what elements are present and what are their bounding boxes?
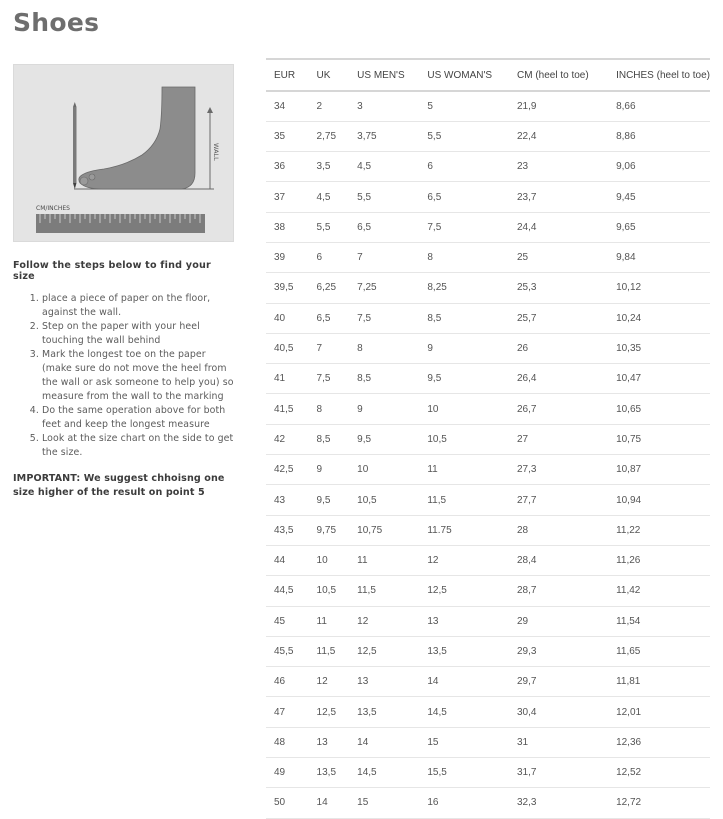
cell-inches: 10,35: [608, 333, 710, 363]
table-row: [266, 212, 710, 242]
table-row: [266, 606, 710, 636]
cell-uk: 10,5: [309, 576, 350, 606]
cell-cm: 28: [509, 515, 608, 545]
table-row: [266, 242, 710, 272]
cell-us-mens: 10: [349, 455, 419, 485]
cell-us-womans: 5,5: [419, 121, 509, 151]
table-row: [266, 667, 710, 697]
size-chart-body: [266, 91, 710, 818]
foot-measure-illustration: [13, 64, 234, 242]
size-chart-header: [266, 59, 710, 91]
cell-inches: 10,94: [608, 485, 710, 515]
cell-us-womans: 6: [419, 152, 509, 182]
cell-cm: 29,3: [509, 636, 608, 666]
table-row: [266, 303, 710, 333]
cell-inches: 11,81: [608, 667, 710, 697]
cell-uk: 2: [309, 91, 350, 121]
cell-cm: 29: [509, 606, 608, 636]
cell-eur: 48: [266, 727, 309, 757]
cell-cm: 31: [509, 727, 608, 757]
cell-eur: 38: [266, 212, 309, 242]
cell-us-womans: 16: [419, 788, 509, 818]
step-item: 2. Step on the paper with your heel touching the wall behind: [42, 320, 235, 348]
cell-inches: 9,65: [608, 212, 710, 242]
cell-inches: 11,42: [608, 576, 710, 606]
cell-eur: 37: [266, 182, 309, 212]
cell-uk: 9: [309, 455, 350, 485]
cell-inches: 10,87: [608, 455, 710, 485]
cell-eur: 43,5: [266, 515, 309, 545]
cell-eur: 34: [266, 91, 309, 121]
cell-uk: 4,5: [309, 182, 350, 212]
cell-inches: 12,52: [608, 758, 710, 788]
cell-eur: 49: [266, 758, 309, 788]
cell-cm: 25,3: [509, 273, 608, 303]
cell-uk: 8,5: [309, 424, 350, 454]
cell-eur: 47: [266, 697, 309, 727]
cell-eur: 41: [266, 364, 309, 394]
cell-cm: 27,7: [509, 485, 608, 515]
cell-cm: 31,7: [509, 758, 608, 788]
cell-uk: 9,75: [309, 515, 350, 545]
cell-us-womans: 8,25: [419, 273, 509, 303]
cell-us-womans: 15: [419, 727, 509, 757]
step-item: 5. Look at the size chart on the side to get the size.: [42, 432, 235, 460]
step-item: 1. place a piece of paper on the floor, against the wall.: [42, 292, 235, 320]
cell-inches: 12,36: [608, 727, 710, 757]
cell-cm: 28,7: [509, 576, 608, 606]
step-item: 3. Mark the longest toe on the paper (make sure do not move the heel from the wall or ask someone to help you) so measure from the wall to the marking: [42, 348, 235, 404]
cell-inches: 10,24: [608, 303, 710, 333]
cell-us-mens: 14: [349, 727, 419, 757]
cell-us-womans: 11,5: [419, 485, 509, 515]
cell-us-womans: 13,5: [419, 636, 509, 666]
cell-us-mens: 3,75: [349, 121, 419, 151]
cell-us-mens: 8,5: [349, 364, 419, 394]
cell-us-womans: 8,5: [419, 303, 509, 333]
cell-us-womans: 12: [419, 545, 509, 575]
cell-us-mens: 7,25: [349, 273, 419, 303]
cell-uk: 7: [309, 333, 350, 363]
cell-inches: 11,65: [608, 636, 710, 666]
cell-us-mens: 11: [349, 545, 419, 575]
cell-eur: 39,5: [266, 273, 309, 303]
cell-eur: 45,5: [266, 636, 309, 666]
header-cm: CM (heel to toe): [509, 59, 608, 91]
cell-uk: 8: [309, 394, 350, 424]
table-row: [266, 152, 710, 182]
table-row: [266, 182, 710, 212]
table-row: [266, 121, 710, 151]
foot-measure-diagram: [14, 65, 235, 243]
cell-uk: 6,5: [309, 303, 350, 333]
cell-eur: 44: [266, 545, 309, 575]
table-row: [266, 576, 710, 606]
cell-cm: 29,7: [509, 667, 608, 697]
header-row: [266, 59, 710, 91]
cell-us-mens: 7,5: [349, 303, 419, 333]
cell-us-womans: 12,5: [419, 576, 509, 606]
pencil-icon: [73, 107, 77, 183]
cell-inches: 10,65: [608, 394, 710, 424]
cell-uk: 14: [309, 788, 350, 818]
cell-inches: 12,01: [608, 697, 710, 727]
cell-uk: 13,5: [309, 758, 350, 788]
cell-cm: 30,4: [509, 697, 608, 727]
cell-us-womans: 8: [419, 242, 509, 272]
cell-inches: 10,47: [608, 364, 710, 394]
cell-us-mens: 7: [349, 242, 419, 272]
cell-us-mens: 3: [349, 91, 419, 121]
cell-eur: 39: [266, 242, 309, 272]
table-row: [266, 758, 710, 788]
table-row: [266, 455, 710, 485]
table-row: [266, 394, 710, 424]
cell-cm: 27: [509, 424, 608, 454]
table-row: [266, 273, 710, 303]
table-row: [266, 727, 710, 757]
cell-us-womans: 11: [419, 455, 509, 485]
table-row: [266, 333, 710, 363]
cell-us-womans: 7,5: [419, 212, 509, 242]
cell-us-mens: 6,5: [349, 212, 419, 242]
cell-cm: 25,7: [509, 303, 608, 333]
cell-inches: 8,66: [608, 91, 710, 121]
table-row: [266, 91, 710, 121]
cell-cm: 32,3: [509, 788, 608, 818]
cell-uk: 7,5: [309, 364, 350, 394]
cell-cm: 26: [509, 333, 608, 363]
cell-inches: 11,26: [608, 545, 710, 575]
header-inches: INCHES (heel to toe): [608, 59, 710, 91]
cell-uk: 12: [309, 667, 350, 697]
wall-label: WALL: [212, 143, 220, 161]
table-row: [266, 364, 710, 394]
cell-eur: 50: [266, 788, 309, 818]
foot-icon: [79, 87, 195, 189]
cell-eur: 43: [266, 485, 309, 515]
cell-us-mens: 9: [349, 394, 419, 424]
cell-us-mens: 5,5: [349, 182, 419, 212]
cell-inches: 10,75: [608, 424, 710, 454]
cell-cm: 28,4: [509, 545, 608, 575]
cell-inches: 9,06: [608, 152, 710, 182]
cell-uk: 6: [309, 242, 350, 272]
table-row: [266, 788, 710, 818]
cell-eur: 40,5: [266, 333, 309, 363]
cell-us-womans: 10,5: [419, 424, 509, 454]
cell-uk: 13: [309, 727, 350, 757]
cell-us-mens: 15: [349, 788, 419, 818]
cell-cm: 25: [509, 242, 608, 272]
header-us-mens: US MEN'S: [349, 59, 419, 91]
cell-uk: 9,5: [309, 485, 350, 515]
cell-cm: 23,7: [509, 182, 608, 212]
cell-uk: 10: [309, 545, 350, 575]
cell-cm: 23: [509, 152, 608, 182]
cell-uk: 12,5: [309, 697, 350, 727]
cell-uk: 5,5: [309, 212, 350, 242]
header-uk: UK: [309, 59, 350, 91]
cell-us-womans: 5: [419, 91, 509, 121]
cell-us-womans: 13: [419, 606, 509, 636]
cell-us-mens: 10,5: [349, 485, 419, 515]
cell-us-mens: 10,75: [349, 515, 419, 545]
cell-us-mens: 13: [349, 667, 419, 697]
step-item: 4. Do the same operation above for both feet and keep the longest measure: [42, 404, 235, 432]
cell-cm: 22,4: [509, 121, 608, 151]
cell-us-womans: 14,5: [419, 697, 509, 727]
cell-us-mens: 12,5: [349, 636, 419, 666]
cell-us-mens: 9,5: [349, 424, 419, 454]
cell-eur: 46: [266, 667, 309, 697]
table-row: [266, 545, 710, 575]
measuring-guide: [13, 64, 235, 500]
cell-us-mens: 8: [349, 333, 419, 363]
cell-cm: 26,7: [509, 394, 608, 424]
cell-us-womans: 14: [419, 667, 509, 697]
page-title: Shoes: [13, 8, 100, 37]
cell-inches: 11,22: [608, 515, 710, 545]
cell-us-womans: 9: [419, 333, 509, 363]
cell-us-womans: 11.75: [419, 515, 509, 545]
cell-inches: 12,72: [608, 788, 710, 818]
cell-us-womans: 6,5: [419, 182, 509, 212]
cell-eur: 35: [266, 121, 309, 151]
ruler-label: CM/INCHES: [36, 205, 70, 212]
cell-eur: 41,5: [266, 394, 309, 424]
table-row: [266, 515, 710, 545]
table-row: [266, 636, 710, 666]
cell-eur: 44,5: [266, 576, 309, 606]
cell-inches: 9,45: [608, 182, 710, 212]
cell-uk: 3,5: [309, 152, 350, 182]
cell-cm: 24,4: [509, 212, 608, 242]
cell-us-womans: 15,5: [419, 758, 509, 788]
cell-us-mens: 4,5: [349, 152, 419, 182]
cell-inches: 11,54: [608, 606, 710, 636]
steps-title: Follow the steps below to find your size: [13, 260, 211, 282]
cell-uk: 2,75: [309, 121, 350, 151]
table-row: [266, 697, 710, 727]
cell-cm: 27,3: [509, 455, 608, 485]
cell-us-womans: 9,5: [419, 364, 509, 394]
cell-us-mens: 14,5: [349, 758, 419, 788]
cell-uk: 11: [309, 606, 350, 636]
cell-us-mens: 12: [349, 606, 419, 636]
header-eur: EUR: [266, 59, 309, 91]
table-row: [266, 424, 710, 454]
table-row: [266, 485, 710, 515]
cell-eur: 42,5: [266, 455, 309, 485]
cell-inches: 10,12: [608, 273, 710, 303]
cell-eur: 45: [266, 606, 309, 636]
cell-inches: 9,84: [608, 242, 710, 272]
cell-eur: 40: [266, 303, 309, 333]
cell-us-mens: 11,5: [349, 576, 419, 606]
cell-inches: 8,86: [608, 121, 710, 151]
cell-uk: 11,5: [309, 636, 350, 666]
cell-eur: 36: [266, 152, 309, 182]
cell-us-mens: 13,5: [349, 697, 419, 727]
header-us-womans: US WOMAN'S: [419, 59, 509, 91]
size-chart-table: [266, 58, 710, 819]
important-note: IMPORTANT: We suggest chhoisng one size higher of the result on point 5: [13, 473, 225, 498]
cell-uk: 6,25: [309, 273, 350, 303]
steps-list: [13, 292, 235, 460]
cell-us-womans: 10: [419, 394, 509, 424]
cell-cm: 21,9: [509, 91, 608, 121]
cell-eur: 42: [266, 424, 309, 454]
cell-cm: 26,4: [509, 364, 608, 394]
